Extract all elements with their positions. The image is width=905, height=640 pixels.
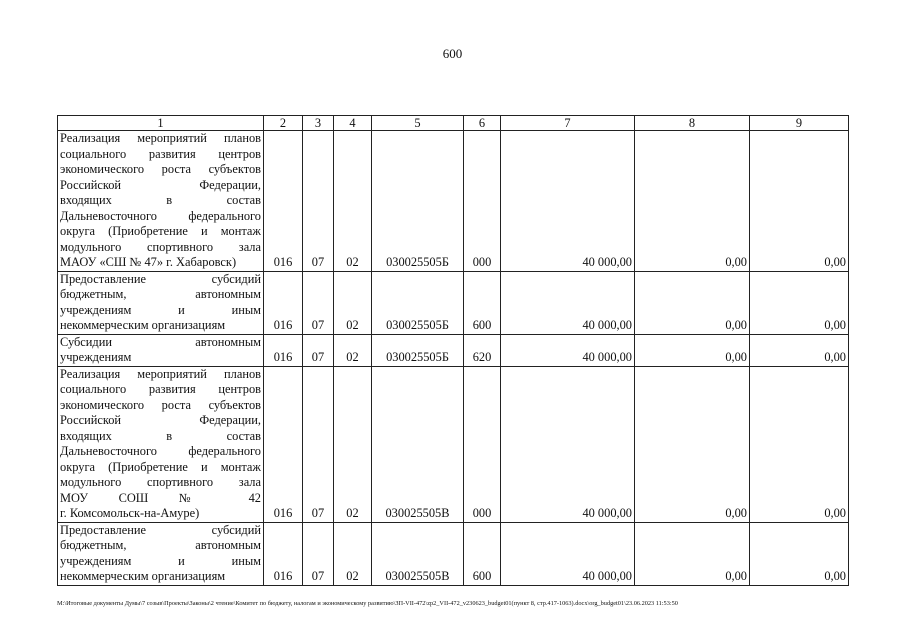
section-code-cell: 07 bbox=[303, 334, 334, 366]
item-name-line: округа (Приобретение и монтаж bbox=[60, 224, 261, 238]
target-item-code-cell: 030025505Б bbox=[372, 271, 464, 334]
item-name-cell bbox=[58, 522, 264, 585]
subsection-code-cell: 02 bbox=[334, 522, 372, 585]
amount-cell: 0,00 bbox=[750, 334, 849, 366]
amount-cell: 0,00 bbox=[750, 366, 849, 522]
item-name-line: Российской Федерации, bbox=[60, 413, 261, 427]
document-path-footer: М:\Итоговые документы Думы\7 созыв\Проекты\Законы\2 чтение\Комитет по бюджету, налогам и экономическому развитию\ЗП-VII-472\zp2_VII-472_v230623_budget01(пункт 8, стр.417-1063).docx\org_budget01\23.06.2023 11:53:50 bbox=[57, 600, 678, 607]
amount-cell: 40 000,00 bbox=[501, 271, 635, 334]
item-name-line: модульного спортивного зала bbox=[60, 475, 261, 489]
header-cell: 3 bbox=[303, 116, 334, 131]
amount-cell: 40 000,00 bbox=[501, 366, 635, 522]
section-code-cell: 07 bbox=[303, 131, 334, 272]
table-row bbox=[58, 131, 849, 272]
item-name-line: некоммерческим организациям bbox=[60, 569, 226, 583]
ministry-code-cell: 016 bbox=[264, 366, 303, 522]
amount-cell: 40 000,00 bbox=[501, 131, 635, 272]
amount-cell: 0,00 bbox=[635, 334, 750, 366]
item-name-line: Предоставление субсидий bbox=[60, 271, 261, 286]
item-name-line: г. Комсомольск-на-Амуре) bbox=[60, 506, 200, 520]
amount-cell: 0,00 bbox=[635, 522, 750, 585]
item-name-line: некоммерческим организациям bbox=[60, 318, 226, 332]
item-name-line: учреждениям bbox=[60, 350, 132, 364]
item-name-cell bbox=[58, 366, 264, 522]
header-cell: 7 bbox=[501, 116, 635, 131]
item-name-line: округа (Приобретение и монтаж bbox=[60, 459, 261, 474]
expense-type-cell: 620 bbox=[464, 334, 501, 366]
header-cell: 8 bbox=[635, 116, 750, 131]
subsection-code-cell: 02 bbox=[334, 366, 372, 522]
header-row bbox=[58, 116, 849, 131]
header-cell: 6 bbox=[464, 116, 501, 131]
header-cell: 9 bbox=[750, 116, 849, 131]
target-item-code-cell: 030025505В bbox=[372, 366, 464, 522]
table-row bbox=[58, 522, 849, 585]
table-row bbox=[58, 271, 849, 334]
target-item-code-cell: 030025505Б bbox=[372, 334, 464, 366]
item-name-line: входящих в состав bbox=[60, 428, 261, 443]
amount-cell: 0,00 bbox=[750, 522, 849, 585]
amount-cell: 40 000,00 bbox=[501, 522, 635, 585]
item-name-line: бюджетным, автономным bbox=[60, 287, 261, 301]
subsection-code-cell: 02 bbox=[334, 271, 372, 334]
ministry-code-cell: 016 bbox=[264, 131, 303, 272]
section-code-cell: 07 bbox=[303, 271, 334, 334]
amount-cell: 0,00 bbox=[635, 366, 750, 522]
page-number: 600 bbox=[442, 46, 463, 61]
table-body bbox=[58, 116, 849, 586]
table-row bbox=[58, 366, 849, 522]
amount-cell: 0,00 bbox=[750, 131, 849, 272]
item-name-line: экономического роста субъектов bbox=[60, 162, 261, 176]
item-name-line: Дальневосточного федерального bbox=[60, 208, 261, 223]
item-name-line: учреждениям и иным bbox=[60, 553, 261, 568]
amount-cell: 0,00 bbox=[635, 271, 750, 334]
ministry-code-cell: 016 bbox=[264, 522, 303, 585]
item-name-line: МОУ СОШ № 42 bbox=[60, 490, 261, 505]
budget-table bbox=[57, 115, 849, 586]
section-code-cell: 07 bbox=[303, 366, 334, 522]
expense-type-cell: 000 bbox=[464, 366, 501, 522]
item-name-line: экономического роста субъектов bbox=[60, 397, 261, 412]
expense-type-cell: 600 bbox=[464, 522, 501, 585]
item-name-line: Российской Федерации, bbox=[60, 177, 261, 192]
item-name-line: Дальневосточного федерального bbox=[60, 444, 261, 458]
amount-cell: 40 000,00 bbox=[501, 334, 635, 366]
target-item-code-cell: 030025505Б bbox=[372, 131, 464, 272]
header-cell: 1 bbox=[58, 116, 264, 131]
item-name-line: модульного спортивного зала bbox=[60, 239, 261, 254]
item-name-line: Реализация мероприятий планов bbox=[60, 366, 261, 381]
amount-cell: 0,00 bbox=[635, 131, 750, 272]
expense-type-cell: 000 bbox=[464, 131, 501, 272]
ministry-code-cell: 016 bbox=[264, 271, 303, 334]
header-cell: 4 bbox=[334, 116, 372, 131]
item-name-cell bbox=[58, 334, 264, 366]
item-name-line: Реализация мероприятий планов bbox=[60, 131, 261, 145]
amount-cell: 0,00 bbox=[750, 271, 849, 334]
target-item-code-cell: 030025505В bbox=[372, 522, 464, 585]
item-name-line: Предоставление субсидий bbox=[60, 522, 261, 537]
header-cell: 5 bbox=[372, 116, 464, 131]
subsection-code-cell: 02 bbox=[334, 334, 372, 366]
item-name-cell bbox=[58, 271, 264, 334]
item-name-cell bbox=[58, 131, 264, 272]
header-cell: 2 bbox=[264, 116, 303, 131]
item-name-line: бюджетным, автономным bbox=[60, 538, 261, 552]
item-name-line: социального развития центров bbox=[60, 382, 261, 396]
ministry-code-cell: 016 bbox=[264, 334, 303, 366]
item-name-line: Субсидии автономным bbox=[60, 334, 261, 349]
subsection-code-cell: 02 bbox=[334, 131, 372, 272]
section-code-cell: 07 bbox=[303, 522, 334, 585]
table-row bbox=[58, 334, 849, 366]
item-name-line: социального развития центров bbox=[60, 146, 261, 161]
item-name-line: учреждениям и иным bbox=[60, 302, 261, 317]
expense-type-cell: 600 bbox=[464, 271, 501, 334]
item-name-line: входящих в состав bbox=[60, 193, 261, 207]
item-name-line: МАОУ «СШ № 47» г. Хабаровск) bbox=[60, 255, 237, 269]
